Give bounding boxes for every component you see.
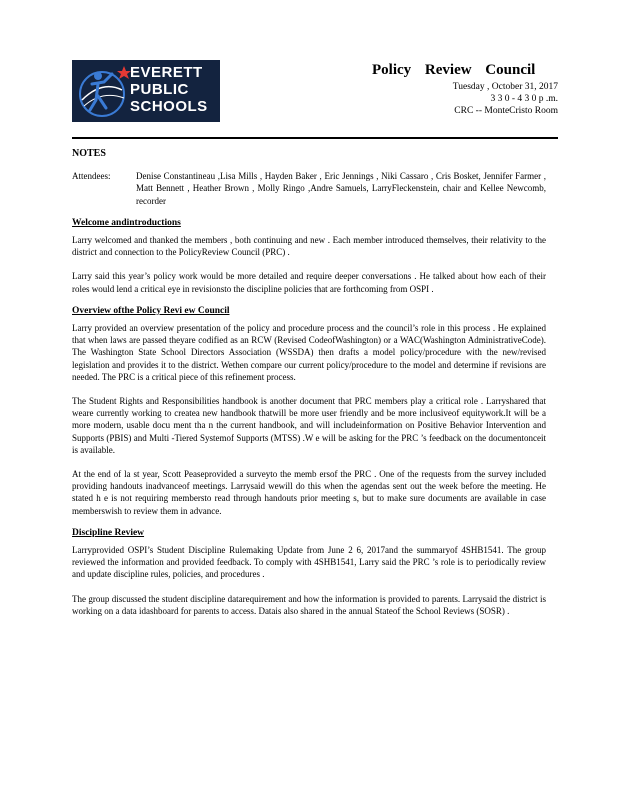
paragraph: Larry provided an overview presentation of the policy and procedure process and the council’s role in this process . He explained that when laws are passed theyare codified as an RCW (Revised CodeofWashington) or a WAC(Washington AdministrativeCode). The Washington State School Directors Association (WSSDA) then drafts a model policy/procedure with the new/revised legislation and provides it to the district. Wethen compare our current policy/procedure to the model and determine if revisions are needed. The PRC is a critical piece of this refinement process. <box>72 323 546 382</box>
paragraph: Larry said this year’s policy work would be more detailed and require deeper conversations . He talked about how each of their roles would lend a critical eye in revisionsto the discipline policies that are forthcoming from OSPI . <box>72 271 546 294</box>
meeting-time: 3 3 0 - 4 3 0 p .m. <box>490 94 558 104</box>
meeting-location: CRC -- MonteCristo Room <box>454 106 558 116</box>
paragraph: The group discussed the student discipline datarequirement and how the information is provided to parents. Larrysaid the district is working on a data idashboard for parents to access. Datais also shared in the annual Stateof the School Reviews (SOSR) . <box>72 593 546 616</box>
paragraph: Larryprovided OSPI’s Student Discipline Rulemaking Update from June 2 6, 2017and the summaryof 4SHB1541. The group reviewed the information and provided feedback. To comply with 4SHB1541, Larry said the PRC ’s role is to periodically review and update discipline rules, policies, and procedures . <box>72 545 546 580</box>
meeting-date: Tuesday , October 31, 2017 <box>452 82 558 92</box>
attendees-block <box>72 170 546 207</box>
logo-line-2: PUBLIC <box>130 81 189 98</box>
section-heading-overview: Overview ofthe Policy Revi ew Council <box>72 305 230 316</box>
page-title: Policy Review Council <box>372 62 536 78</box>
paragraph: Larry welcomed and thanked the members , both continuing and new . Each member introduced themselves, their relativity to the district and connection to the PolicyReview Council (PRC) . <box>72 235 546 258</box>
section-heading-discipline: Discipline Review <box>72 527 145 538</box>
logo-line-1: EVERETT <box>130 64 203 81</box>
paragraph: The Student Rights and Responsibilities handbook is another document that PRC members play a critical role . Larryshared that weare currently working to createa new handbook thatwill be more user friendly and be more inclusiveof equitywork.It will be a more modern, usable docu ment tha n the current handbook, and will includeinformation on Positive Behavior Intervention and Supports (PBIS) and Multi -Tiered Systemof Supports (MTSS) .W e will be asking for the PRC ’s feedback on the documentonceit is available. <box>72 396 546 455</box>
notes-body <box>72 148 546 623</box>
section-heading-welcome: Welcome andintroductions <box>72 217 181 228</box>
header-divider <box>72 137 558 139</box>
attendees-list: Denise Constantineau ,Lisa Mills , Hayden Baker , Eric Jennings , Niki Cassaro , Cris Bosket, Jennifer Farmer , Matt Bennett , Heather Brown , Molly Ringo ,Andre Samuels, LarryFleckenstein, chair and Kellee Newcomb, recorder <box>136 171 546 206</box>
district-logo <box>72 60 220 122</box>
paragraph: At the end of la st year, Scott Peaseprovided a surveyto the memb ersof the PRC . One of the requests from the survey included providing handouts inadvanceof meetings. Larrysaid wewill do this when the agendas sent out the week before the meeting. He stated h e is not requiring membersto read through handouts prior meeting s, but to make sure documents are available in case memberswish to review them in advance. <box>72 469 546 516</box>
notes-label: NOTES <box>72 148 106 159</box>
attendees-label: Attendees: <box>72 171 111 182</box>
logo-line-3: SCHOOLS <box>130 98 208 115</box>
